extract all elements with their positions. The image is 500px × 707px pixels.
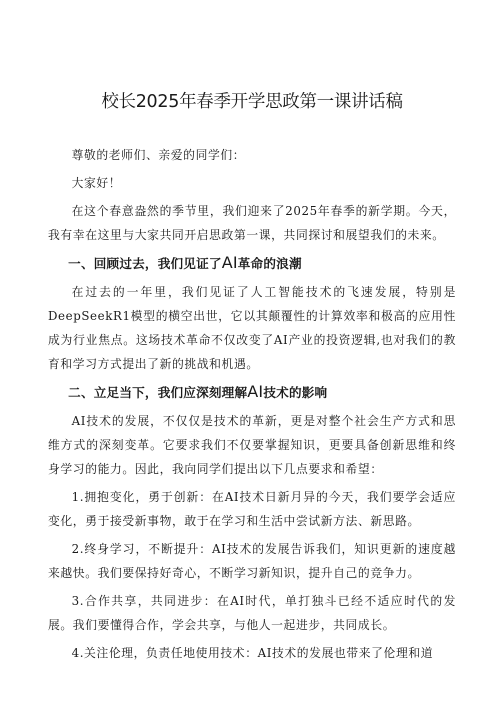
list-item: 2.终身学习，不断提升：AI技术的发展告诉我们，知识更新的速度越来越快。我们要保持好奇心，不断学习新知识，提升自己的竞争力。 xyxy=(48,542,456,580)
document-title: 校长2025年春季开学思政第一课讲话稿 xyxy=(101,92,403,112)
greeting: 大家好！ xyxy=(71,176,122,190)
list-item: 1.拥抱变化，勇于创新：在AI技术日新月异的今天，我们要学会适应变化，勇于接受新事物，敢于在学习和生活中尝试新方法、新思路。 xyxy=(48,490,456,528)
section-2-heading-ai: AI xyxy=(247,382,264,401)
section-2-body: AI技术的发展，不仅仅是技术的革新，更是对整个社会生产方式和思维方式的深刻变革。它要求我们不仅要掌握知识，更要具备创新思维和终身学习的能力。因此，我向同学们提出以下几点要求和希望： xyxy=(48,414,456,476)
salutation: 尊敬的老师们、亲爱的同学们： xyxy=(71,148,246,162)
section-2-heading-part-b: 技术的影响 xyxy=(263,385,328,400)
section-1-body: 在过去的一年里，我们见证了人工智能技术的飞速发展，特别是DeepSeekR1模型的横空出世，它以其颠覆性的计算效率和极高的应用性成为行业焦点。这场技术革命不仅改变了AI产业的投资逻辑,也对我们的教育和学习方式提出了新的挑战和机遇。 xyxy=(48,285,456,371)
section-1-heading-ai: AI xyxy=(221,253,238,272)
section-2-heading xyxy=(48,380,456,405)
section-1-heading-part-b: 革命的浪潮 xyxy=(237,256,302,271)
list-item: 3.合作共享，共同进步：在AI时代，单打独斗已经不适应时代的发展。我们要懂得合作，学会共享，与他人一起进步，共同成长。 xyxy=(48,594,456,632)
list-item: 4.关注伦理，负责任地使用技术：AI技术的发展也带来了伦理和道 xyxy=(71,646,434,660)
section-1-heading-part-a: 一、回顾过去，我们见证了 xyxy=(68,256,222,271)
intro-paragraph: 在这个春意盎然的季节里，我们迎来了2025年春季的新学期。今天，我有幸在这里与大家共同开启思政第一课，共同探讨和展望我们的未来。 xyxy=(48,204,456,242)
section-2-heading-part-a: 二、立足当下，我们应深刻理解 xyxy=(68,385,248,400)
section-1-heading xyxy=(48,251,456,276)
